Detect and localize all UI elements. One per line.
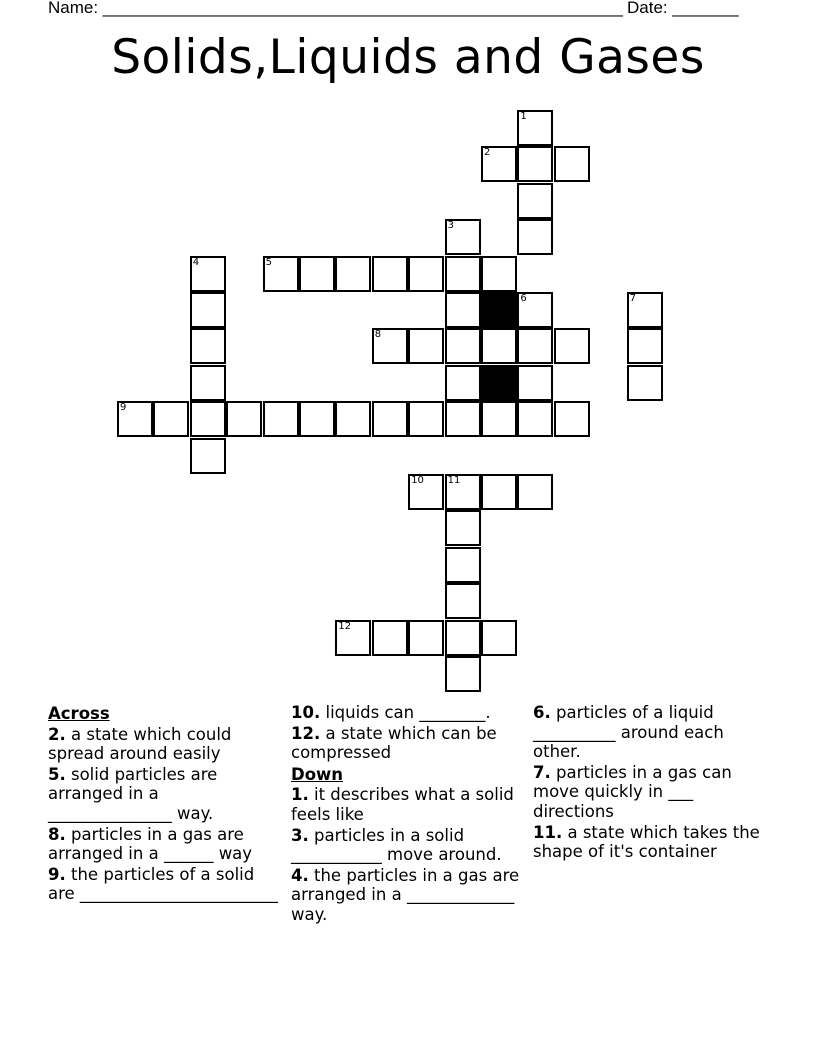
clue-across-8 [48,825,284,864]
grid-cell[interactable] [263,401,299,437]
grid-cell[interactable] [481,620,517,656]
grid-cell[interactable] [445,474,481,510]
grid-cell[interactable] [226,401,262,437]
clue-text: a state which can be compressed [291,723,497,763]
grid-cell[interactable] [190,328,226,364]
clue-number: 1. [291,785,309,805]
grid-cell[interactable] [627,292,663,328]
grid-cell[interactable] [481,401,517,437]
clue-number: 11. [533,822,563,842]
clue-across-2 [48,725,284,764]
grid-cell[interactable] [299,401,335,437]
clue-number-label: 4 [192,256,200,268]
clue-number: 8. [48,824,66,844]
clue-across-5 [48,765,284,824]
clue-number: 7. [533,762,551,782]
clue-number-label: 8 [374,329,382,341]
grid-cell[interactable] [335,401,371,437]
page-title: Solids,Liquids and Gases [111,30,705,85]
clue-number-label: 9 [120,402,127,414]
clue-text: a state which takes the shape of it's container [533,822,760,862]
grid-cell[interactable] [445,256,481,292]
grid-cell[interactable] [517,183,553,219]
grid-cell[interactable] [372,401,408,437]
grid-cell[interactable] [445,219,481,255]
across-heading: Across [48,704,110,723]
grid-cell[interactable] [445,510,481,546]
clue-down-3 [291,826,527,865]
clue-number-label: 10 [411,475,424,486]
clue-number-label: 3 [447,220,454,232]
clue-down-1 [291,785,527,824]
clue-down-11 [533,823,773,862]
clue-text: solid particles are arranged in a _______________ way. [48,764,218,823]
grid-cell[interactable] [481,328,517,364]
clue-across-9 [48,865,284,904]
grid-cell[interactable] [517,328,553,364]
clue-number-label: 5 [265,256,272,268]
clue-number: 9. [48,864,66,884]
grid-cell[interactable] [372,328,408,364]
grid-cell[interactable] [408,256,444,292]
clue-number-label: 7 [629,293,636,304]
grid-cell[interactable] [408,401,444,437]
clue-number: 5. [48,764,66,784]
grid-cell[interactable] [190,256,226,292]
clue-text: particles in a solid ___________ move around. [291,825,502,865]
grid-cell[interactable] [372,256,408,292]
clue-number: 10. [291,703,321,722]
clue-down-7 [533,763,773,822]
grid-cell[interactable] [445,583,481,619]
grid-cell[interactable] [408,620,444,656]
grid-cell[interactable] [554,328,590,364]
blocked-cell [481,365,517,401]
clue-number-label: 12 [338,620,352,632]
grid-cell[interactable] [372,620,408,656]
grid-cell[interactable] [190,365,226,401]
grid-cell[interactable] [335,620,371,656]
grid-cell[interactable] [408,328,444,364]
grid-cell[interactable] [117,401,153,437]
grid-cell[interactable] [153,401,189,437]
grid-cell[interactable] [335,256,371,292]
grid-cell[interactable] [517,292,553,328]
clue-text: the particles of a solid are ________________________ [48,864,278,904]
clues-column-1 [48,702,284,905]
clue-text: a state which could spread around easily [48,724,232,764]
clue-number-label: 1 [520,111,527,122]
grid-cell[interactable] [481,474,517,510]
clue-text: particles in a gas can move quickly in ___ directions [533,762,732,821]
grid-cell[interactable] [190,292,226,328]
grid-cell[interactable] [517,219,553,255]
grid-cell[interactable] [445,365,481,401]
grid-cell[interactable] [481,146,517,182]
grid-cell[interactable] [445,401,481,437]
clue-down-6 [533,703,773,762]
name-field[interactable]: Name: _______________________________________________________ [48,0,623,17]
grid-cell[interactable] [481,256,517,292]
grid-cell[interactable] [627,328,663,364]
clue-across-10 [291,703,527,723]
grid-cell[interactable] [445,547,481,583]
grid-cell[interactable] [445,620,481,656]
grid-cell[interactable] [445,292,481,328]
grid-cell[interactable] [554,146,590,182]
grid-cell[interactable] [517,110,553,146]
clue-number: 2. [48,724,66,744]
clue-number-label: 11 [447,475,461,486]
clue-number-label: 6 [520,293,527,304]
clue-text: liquids can ________. [320,703,491,722]
grid-cell[interactable] [517,146,553,182]
clue-number-label: 2 [484,147,491,159]
clue-number: 3. [291,825,309,845]
clue-across-12 [291,724,527,763]
clues-column-2 [291,702,527,926]
clue-text: particles of a liquid __________ around each other. [533,703,724,762]
down-heading: Down [291,764,344,784]
clue-number: 12. [291,723,321,743]
clue-text: the particles in a gas are arranged in a _____________ way. [291,865,520,924]
grid-cell[interactable] [299,256,335,292]
clues-column-3 [533,702,773,863]
grid-cell[interactable] [554,401,590,437]
grid-cell[interactable] [517,401,553,437]
grid-cell[interactable] [445,656,481,692]
grid-cell[interactable] [445,328,481,364]
clue-down-4 [291,866,527,925]
grid-cell[interactable] [408,474,444,510]
grid-cell[interactable] [517,474,553,510]
grid-cell[interactable] [190,438,226,474]
date-field[interactable]: Date: _______ [627,0,739,17]
clue-number: 6. [533,703,551,722]
clue-number: 4. [291,865,309,885]
grid-cell[interactable] [263,256,299,292]
blocked-cell [481,292,517,328]
grid-cell[interactable] [627,365,663,401]
grid-cell[interactable] [190,401,226,437]
grid-cell[interactable] [517,365,553,401]
clue-text: particles in a gas are arranged in a ______ way [48,824,253,864]
clue-text: it describes what a solid feels like [291,785,514,824]
